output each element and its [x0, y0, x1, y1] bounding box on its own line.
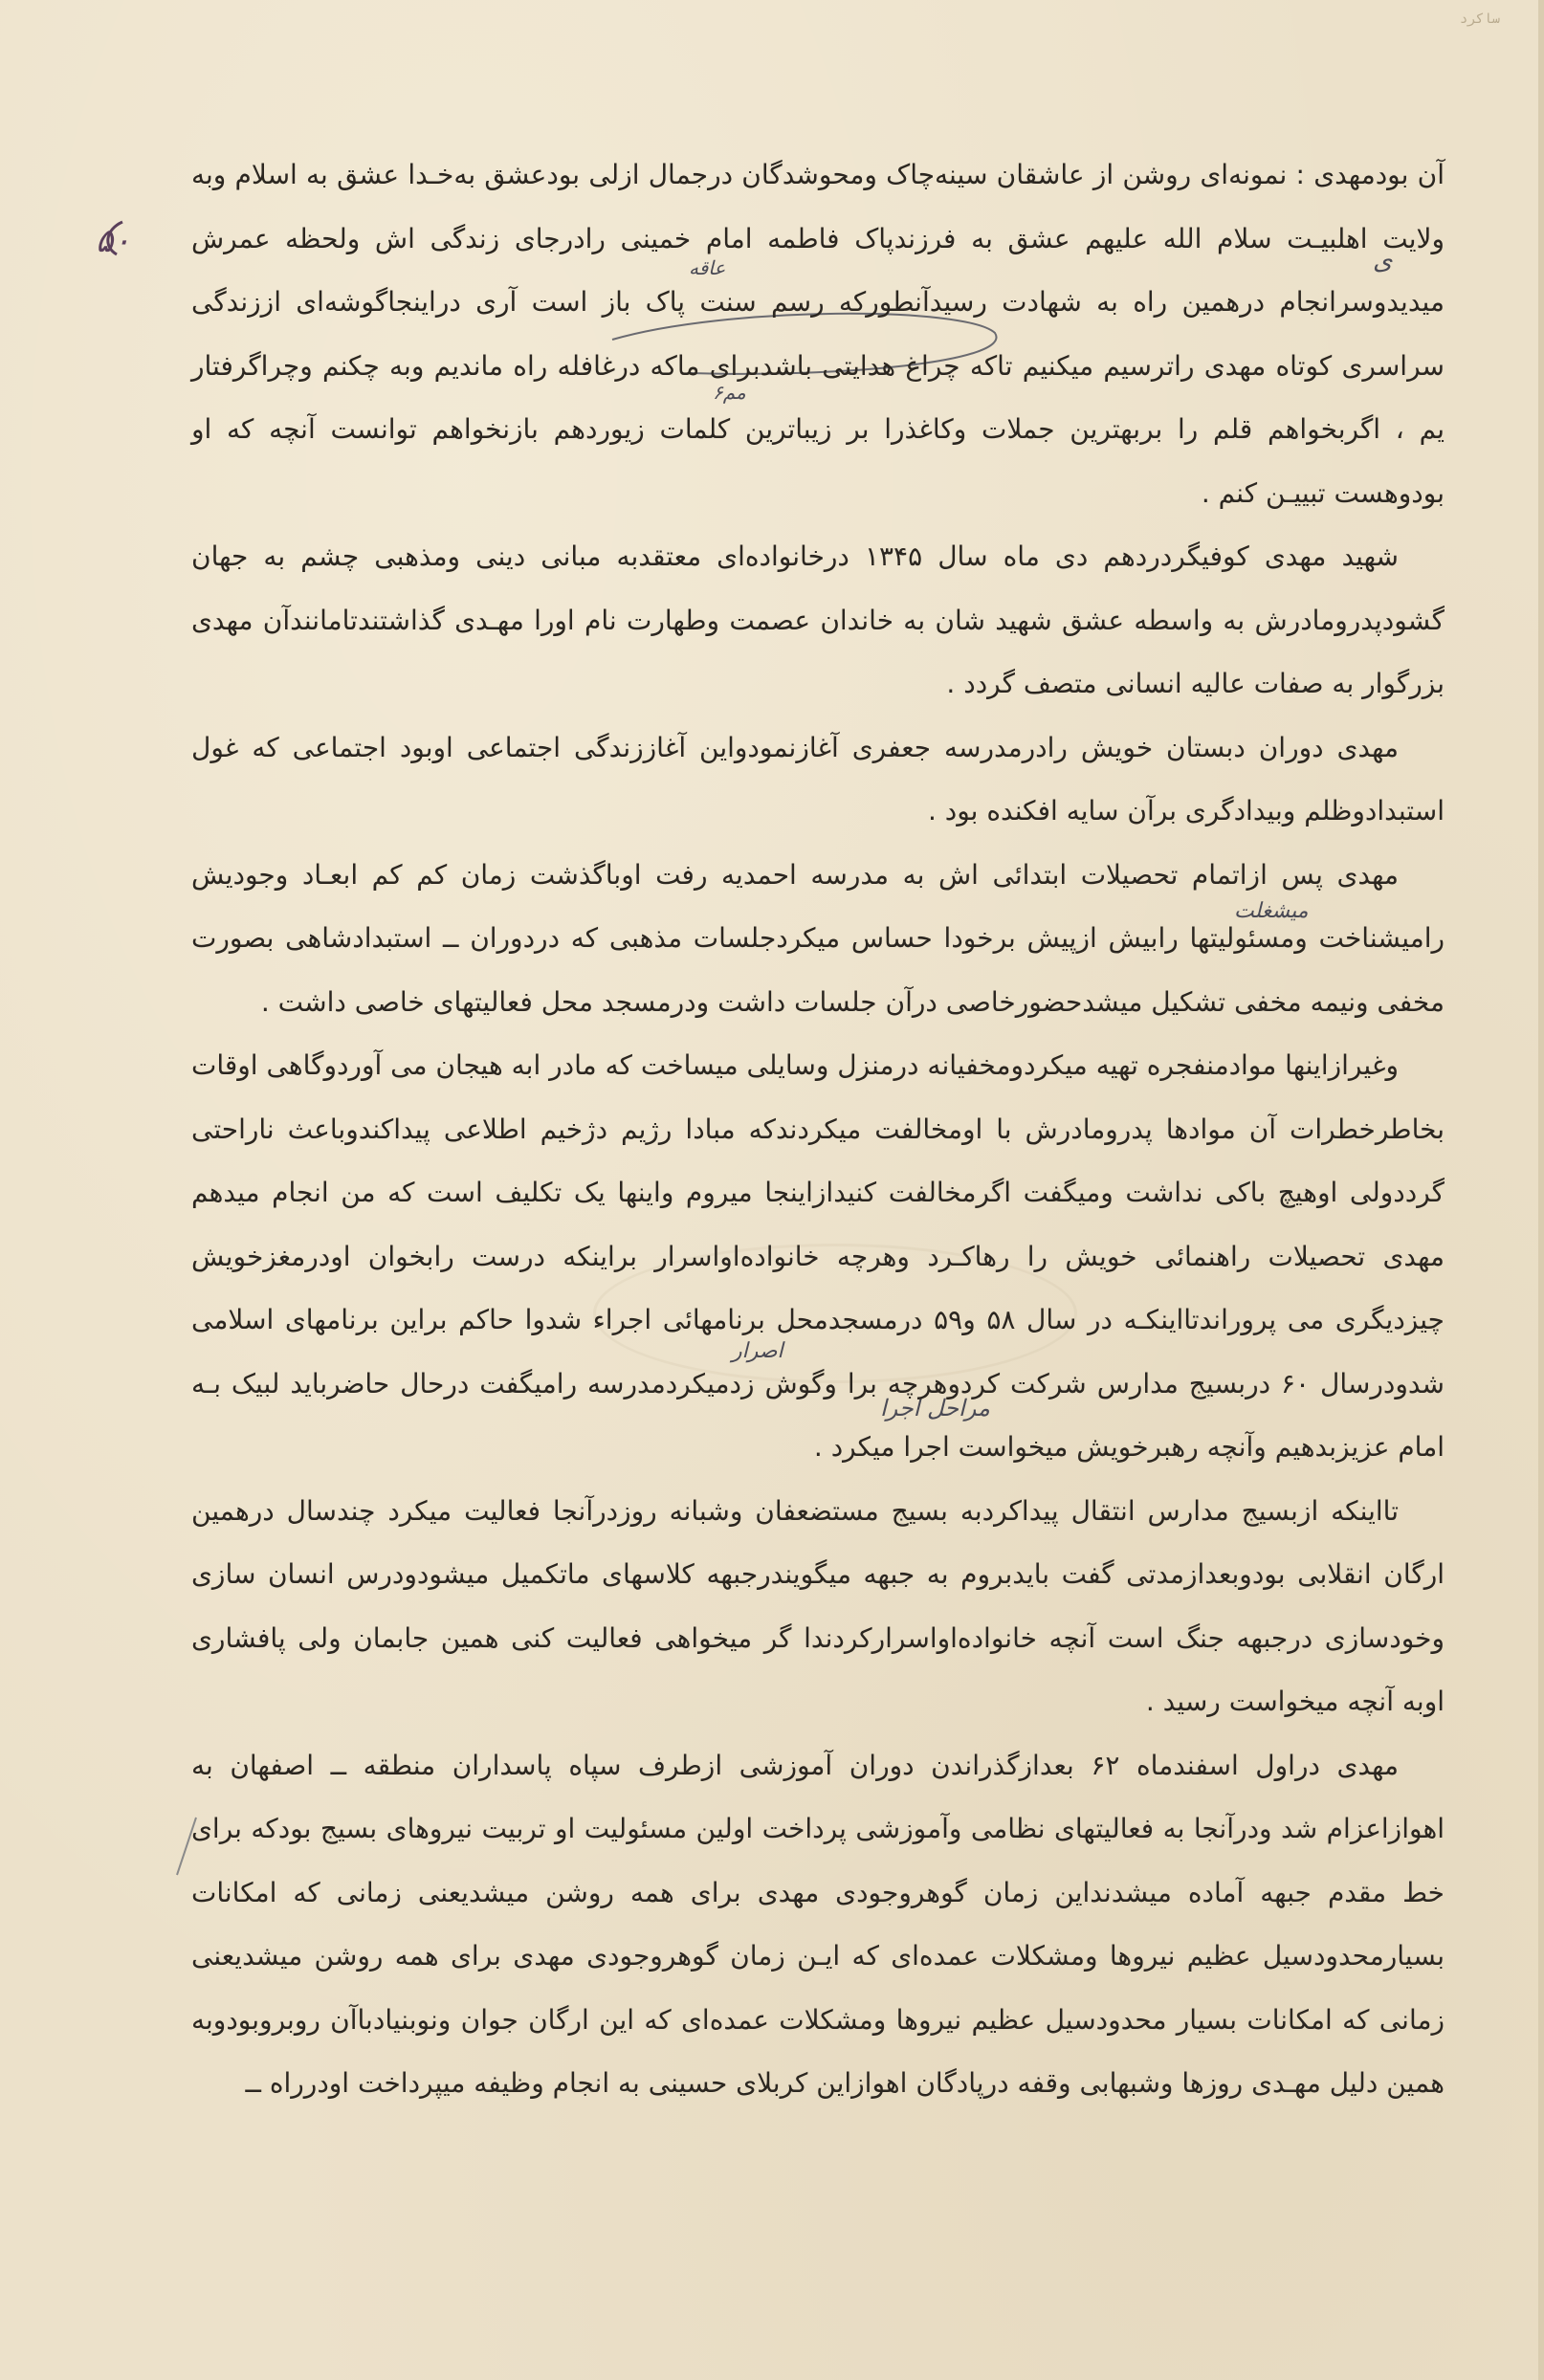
paragraph-4: مهدی پس ازاتمام تحصیلات ابتدائی اش به مدرسه احمدیه رفت اوباگذشت زمان کم کم ابعـاد وجودیش رامیشناخت ومسئولیتها رابیش ازپیش برخودا حساس میکردجلسات مذهبی که دردوران ــ استبدادشاهی بصورت مخفی ونیمه مخفی تشکیل میشدحضورخاصی درآن جلسات داشت ودرمسجد محل فعالیتهای خاصی داشت .: [191, 858, 1445, 1018]
paragraph-2: شهید مهدی کوفیگردردهم دی ماه سال ۱۳۴۵ درخانواده‌ای معتقدبه مبانی دینی ومذهبی چشم به جهان گشودپدرومادرش به واسطه عشق شهید شان به خاندان عصمت وطهارت نام اورا مهـدی گذاشتندتامانندآن مهدی بزرگوار به صفات عالیه انسانی متصف گردد .: [191, 540, 1445, 699]
margin-note-1: ۵۰: [96, 222, 131, 260]
margin-note-5: میشغلت: [1234, 899, 1309, 923]
body-text: [191, 143, 1445, 2116]
margin-note-6: اصرار: [732, 1339, 783, 1363]
margin-note-2: ی: [1373, 247, 1393, 275]
margin-note-3: عاقه: [689, 256, 726, 279]
paragraph-7: مهدی دراول اسفندماه ۶۲ بعدازگذراندن دوران آموزشی ازطرف سپاه پاسداران منطقه ــ اصفهان به اهوازاعزام شد ودرآنجا به فعالیتهای نظامی وآموزشی پرداخت اولین مسئولیت او تربیت نیروهای بسیج بودکه برای خط مقدم جبهه آماده میشدنداین زمان گوهروجودی مهدی برای همه روشن میشدیعنی زمانی که امکانات بسیارمحدودسیل عظیم نیروها ومشکلات عمده‌ای که ایـن زمان گوهروجودی مهدی برای همه روشن میشدیعنی زمانی که امکانات بسیار محدودسیل عظیم نیروها ومشکلات عمده‌ای که این ارگان جوان ونوبنیادباآن روبروبودوبه همین دلیل مهـدی روزها وشبهابی وقفه درپادگان اهوازاین کربلای حسینی به انجام وظیفه میپرداخت اودرراه ــ: [191, 1749, 1445, 2099]
corner-mark: ساکرد: [1459, 11, 1500, 27]
margin-note-4: ۶مم: [713, 381, 746, 404]
paragraph-5: وغیرازاینها موادمنفجره تهیه میکردومخفیانه درمنزل وسایلی میساخت که مادر ابه هیجان می آوردوگاهی اوقات بخاطرخطرات آن موادها پدرومادرش با اومخالفت میکردندکه مبادا رژیم دژخیم اطلاعی پیداکندوباعث ناراحتی گرددولی اوهیچ باکی نداشت ومیگفت اگرمخالفت کنیدازاینجا میروم واینها یک تکلیف است که من انجام میدهم مهدی تحصیلات راهنمائی خویش را رهاکـرد وهرچه خانواده‌اواسرار براینکه درست رابخوان اودرمغزخویش چیزدیگری می پروراندتااینکـه در سال ۵۸ و۵۹ درمسجدمحل برنامهائی اجراء شدوا حاکم براین برنامهای اسلامی شدودرسال ۶۰ دربسیج مدارس شرکت کردوهرچه برا وگوش زدمیکردمدرسه رامیگفت درحال حاضرباید لبیک بـه امام عزیزبدهیم وآنچه رهبرخویش میخواست اجرا میکرد .: [191, 1049, 1445, 1463]
margin-note-7: مراحل اجرا: [880, 1395, 990, 1421]
paragraph-1: آن بودمهدی : نمونه‌ای روشن از عاشقان سینه‌چاک ومحوشدگان درجمال ازلی بودعشق به‌خـدا عشق به اسلام وبه ولایت اهلبیـت سلام الله علیهم عشق به فرزندپاک فاطمه امام خمینی رادرجای زندگی اش ولحظه عمرش میدیدوسرانجام درهمین راه به شهادت رسیدآنطورکه رسم سنت پاک باز است آری دراینجاگوشه‌ای اززندگی سراسری کوتاه مهدی راترسیم میکنیم تاکه چراغ هدایتی باشدبرای ماکه درغافله راه ماندیم وبه چکنم وچراگرفتار یم ، اگربخواهم قلم را بربهترین جملات وکاغذرا بر زیباترین کلمات زیوردهم بازنخواهم توانست آنچه که او بودوهست تبییـن کنم .: [191, 159, 1445, 509]
margin-bracket-mark: [108, 222, 122, 254]
paragraph-6: تااینکه ازبسیج مدارس انتقال پیداکردبه بسیج مستضعفان وشبانه روزدرآنجا فعالیت میکرد چندسال درهمین ارگان انقلابی بودوبعدازمدتی گفت بایدبروم به جبهه میگویندرجبهه کلاسهای ماتکمیل میشودودرس انسان سازی وخودسازی درجبهه جنگ است آنچه خانواده‌اواسرارکردندا گر میخواهی فعالیت کنی همین جابمان ولی پافشاری اوبه آنچه میخواست رسید .: [191, 1494, 1445, 1717]
paragraph-3: مهدی دوران دبستان خویش رادرمدرسه جعفری آغازنمودواین آغاززندگی اجتماعی اوبود اجتماعی که غول استبدادوظلم وبیدادگری برآن سایه افکنده بود .: [191, 731, 1445, 826]
